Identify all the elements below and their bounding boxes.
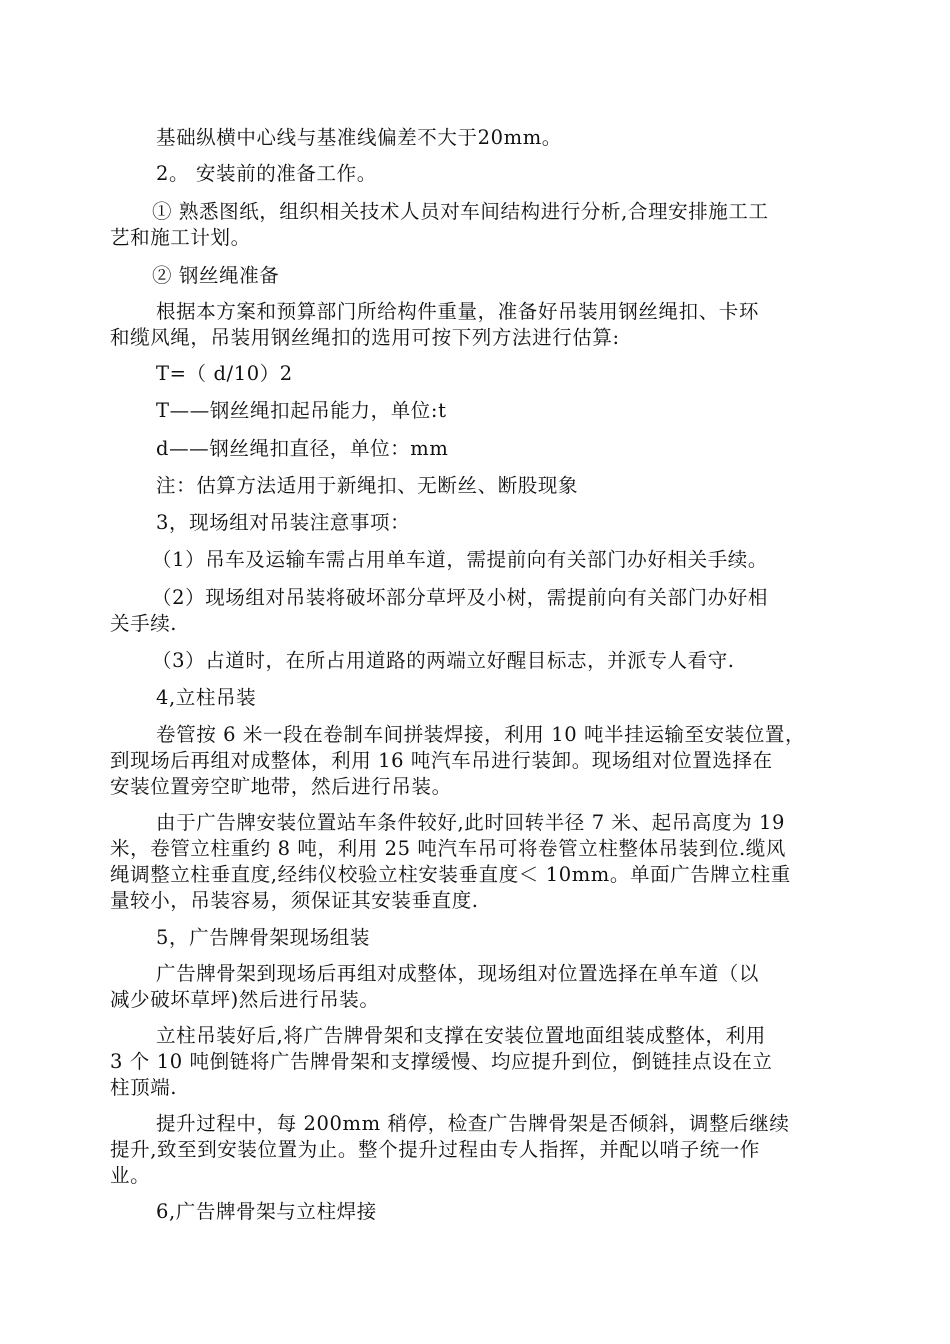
- text-line: 关手续.: [110, 612, 178, 635]
- text-line: 立柱吊装好后,将广告牌骨架和支撑在安装位置地面组装成整体，利用: [156, 1024, 766, 1047]
- text-line: 安装位置旁空旷地带，然后进行吊装。: [110, 775, 452, 798]
- text-line: （2）现场组对吊装将破坏部分草坪及小树，需提前向有关部门办好相: [152, 586, 769, 609]
- text-line: T——钢丝绳扣起吊能力，单位:t: [156, 399, 447, 422]
- text-line: ① 熟悉图纸，组织相关技术人员对车间结构进行分析,合理安排施工工: [152, 200, 769, 223]
- text-line: 提升,致至到安装位置为止。整个提升过程由专人指挥，并配以哨子统一作: [110, 1138, 760, 1161]
- section-heading: 2。 安装前的准备工作。: [156, 162, 377, 185]
- text-line: d——钢丝绳扣直径，单位：mm: [156, 437, 449, 460]
- text-line: 量较小，吊装容易，须保证其安装垂直度.: [110, 889, 479, 912]
- text-line: （3）占道时，在所占用道路的两端立好醒目标志，并派专人看守.: [152, 649, 735, 672]
- text-line: 和缆风绳，吊装用钢丝绳扣的选用可按下列方法进行估算:: [110, 326, 620, 349]
- text-line: 由于广告牌安装位置站车条件较好,此时回转半径 7 米、起吊高度为 19: [156, 811, 786, 834]
- section-heading: 4,立柱吊装: [156, 686, 257, 709]
- text-line: 业。: [110, 1164, 151, 1187]
- text-line: 注：估算方法适用于新绳扣、无断丝、断股现象: [156, 474, 579, 497]
- text-line: 米，卷管立柱重约 8 吨，利用 25 吨汽车吊可将卷管立柱整体吊装到位.缆风: [110, 837, 787, 860]
- formula-line: T=（ d/10）2: [156, 362, 293, 385]
- text-line: 提升过程中，每 200mm 稍停，检查广告牌骨架是否倾斜，调整后继续: [156, 1112, 790, 1135]
- text-line: 绳调整立柱垂直度,经纬仪校验立柱安装垂直度＜ 10mm。单面广告牌立柱重: [110, 863, 791, 886]
- text-line: 艺和施工计划。: [110, 226, 251, 249]
- text-line: （1）吊车及运输车需占用单车道，需提前向有关部门办好相关手续。: [152, 548, 769, 571]
- section-heading: 6,广告牌骨架与立柱焊接: [156, 1200, 377, 1223]
- text-line: 3 个 10 吨倒链将广告牌骨架和支撑缓慢、均应提升到位，倒链挂点设在立: [110, 1050, 773, 1073]
- text-line: ② 钢丝绳准备: [152, 264, 280, 287]
- section-heading: 5，广告牌骨架现场组装: [156, 926, 371, 949]
- text-line: 减少破坏草坪)然后进行吊装。: [110, 988, 380, 1011]
- text-line: 基础纵横中心线与基准线偏差不大于20mm。: [156, 126, 562, 149]
- text-line: 根据本方案和预算部门所给构件重量，准备好吊装用钢丝绳扣、卡环: [156, 300, 760, 323]
- text-line: 到现场后再组对成整体，利用 16 吨汽车吊进行装卸。现场组对位置选择在: [110, 749, 773, 772]
- text-line: 广告牌骨架到现场后再组对成整体，现场组对位置选择在单车道（以: [156, 962, 760, 985]
- text-line: 柱顶端.: [110, 1076, 178, 1099]
- section-heading: 3，现场组对吊装注意事项：: [156, 511, 411, 534]
- text-line: 卷管按 6 米一段在卷制车间拼装焊接，利用 10 吨半挂运输至安装位置，: [156, 723, 806, 746]
